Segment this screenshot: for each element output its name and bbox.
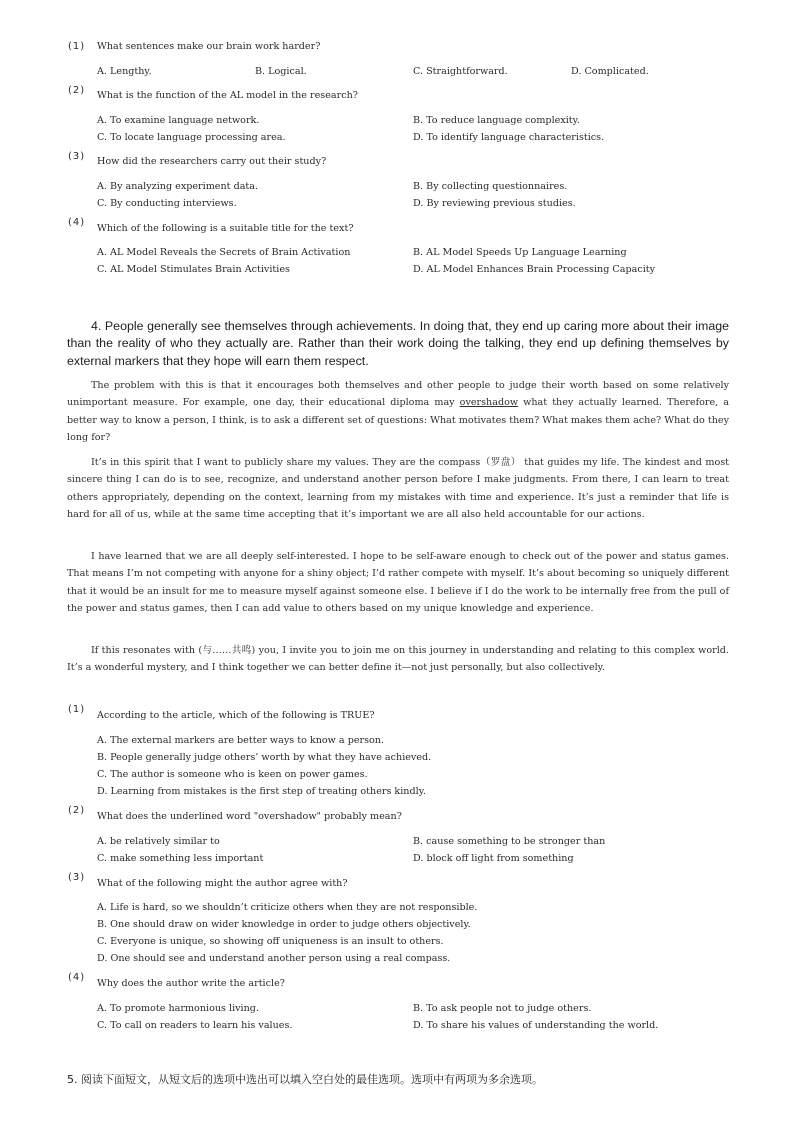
option-c[interactable]: C. To call on readers to learn his values. xyxy=(97,1020,293,1031)
question-text: Which of the following is a suitable title for the text? xyxy=(97,223,354,234)
option-b[interactable]: B. To reduce language complexity. xyxy=(413,115,580,126)
option-c[interactable]: C. To locate language processing area. xyxy=(97,132,286,143)
option-a[interactable]: A. Life is hard, so we shouldn’t criticize others when they are not responsible. xyxy=(97,902,478,913)
option-c[interactable]: C. Everyone is unique, so showing off uniqueness is an insult to others. xyxy=(97,936,444,947)
option-c[interactable]: C. Straightforward. xyxy=(413,66,508,77)
option-d[interactable]: D. block off light from something xyxy=(413,853,574,864)
paragraph-text: I have learned that we are all deeply self-interested. I hope to be self-aware enough to check out of the power and status games. That means I’m not competing with anyone for a shiny object; I’d rather compete with myself. It’s about becoming so uniquely different that it would be an insult for me to measure myself against someone else. I believe if I do the work to be internally free from the pull of the power and status games, then I can add value to others based on my unique knowledge and experience. xyxy=(67,551,729,614)
option-c[interactable]: C. make something less important xyxy=(97,853,264,864)
question-number: (4) xyxy=(68,972,86,983)
question-number: (1) xyxy=(68,704,86,715)
option-a[interactable]: A. The external markers are better ways to know a person. xyxy=(97,735,385,746)
paragraph-text: If this resonates with (与……共鸣) you, I invite you to join me on this journey in understanding and relating to this complex world. It’s a wonderful mystery, and I think together we can better define it—not just personally, but also collectively. xyxy=(67,645,729,674)
option-b[interactable]: B. People generally judge others’ worth by what they have achieved. xyxy=(97,752,432,763)
passage-5-intro: 5. 阅读下面短文，从短文后的选项中选出可以填入空白处的最佳选项。选项中有两项为多余选项。 xyxy=(67,1073,543,1086)
intro-text: 4. People generally see themselves through achievements. In doing that, they end up caring more about their image than the reality of who they actually are. Rather than their work doing the talking, they end up defining themselves by external markers that they hope will earn them respect. xyxy=(67,319,729,368)
question-text: How did the researchers carry out their study? xyxy=(97,156,327,167)
option-a[interactable]: A. Lengthy. xyxy=(97,66,152,77)
question-number: (1) xyxy=(68,41,86,52)
question-text: What does the underlined word "overshadow" probably mean? xyxy=(97,811,402,822)
option-b[interactable]: B. cause something to be stronger than xyxy=(413,836,606,847)
passage-4-intro xyxy=(67,318,729,370)
option-d[interactable]: D. To share his values of understanding the world. xyxy=(413,1020,659,1031)
paragraph-text: what they actually learned. Therefore, a better way to know a person, I think, is to ask a different set of questions: What motivates them? What makes them ache? What do they long for? xyxy=(67,397,730,443)
passage-4-paragraph-2 xyxy=(67,454,729,523)
option-d[interactable]: D. One should see and understand another person using a real compass. xyxy=(97,953,451,964)
option-b[interactable]: B. By collecting questionnaires. xyxy=(413,181,568,192)
paragraph-text: It’s in this spirit that I want to publicly share my values. They are the compass（罗盘） that guides my life. The kindest and most sincere thing I can do is to see, recognize, and understand another person before I make judgments. From there, I can learn to treat others appropriately, depending on the context, learning from my mistakes with time and experience. It’s just a reminder that life is hard for all of us, while at the same time accepting that it’s important we are all also held accountable for our actions. xyxy=(67,457,729,520)
question-text: Why does the author write the article? xyxy=(97,978,285,989)
option-c[interactable]: C. By conducting interviews. xyxy=(97,198,237,209)
question-number: (2) xyxy=(68,85,86,96)
option-a[interactable]: A. AL Model Reveals the Secrets of Brain Activation xyxy=(97,247,351,258)
question-text: According to the article, which of the following is TRUE? xyxy=(97,710,375,721)
question-text: What sentences make our brain work harder? xyxy=(97,41,321,52)
passage-4-paragraph-3 xyxy=(67,548,729,617)
underlined-word: overshadow xyxy=(459,397,519,409)
option-a[interactable]: A. be relatively similar to xyxy=(97,836,220,847)
option-a[interactable]: A. To promote harmonious living. xyxy=(97,1003,259,1014)
question-number: (3) xyxy=(68,872,86,883)
paragraph-text: The problem with this is that it encourages both themselves and other people to judge their worth based on some relatively unimportant measure. For example, one day, their educational diploma may xyxy=(67,380,729,409)
option-d[interactable]: D. By reviewing previous studies. xyxy=(413,198,576,209)
question-text: What of the following might the author agree with? xyxy=(97,878,348,889)
passage-4-paragraph-4 xyxy=(67,642,729,677)
passage-4-paragraph-1 xyxy=(67,377,729,446)
option-a[interactable]: A. By analyzing experiment data. xyxy=(97,181,259,192)
option-b[interactable]: B. AL Model Speeds Up Language Learning xyxy=(413,247,627,258)
option-d[interactable]: D. AL Model Enhances Brain Processing Capacity xyxy=(413,264,656,275)
question-number: (4) xyxy=(68,217,86,228)
option-d[interactable]: D. Learning from mistakes is the first step of treating others kindly. xyxy=(97,786,426,797)
option-b[interactable]: B. One should draw on wider knowledge in order to judge others objectively. xyxy=(97,919,471,930)
option-c[interactable]: C. AL Model Stimulates Brain Activities xyxy=(97,264,290,275)
option-b[interactable]: B. Logical. xyxy=(255,66,307,77)
option-d[interactable]: D. Complicated. xyxy=(571,66,649,77)
option-c[interactable]: C. The author is someone who is keen on power games. xyxy=(97,769,368,780)
question-number: (2) xyxy=(68,805,86,816)
option-d[interactable]: D. To identify language characteristics. xyxy=(413,132,605,143)
option-a[interactable]: A. To examine language network. xyxy=(97,115,260,126)
option-b[interactable]: B. To ask people not to judge others. xyxy=(413,1003,592,1014)
question-number: (3) xyxy=(68,151,86,162)
question-text: What is the function of the AL model in the research? xyxy=(97,90,358,101)
